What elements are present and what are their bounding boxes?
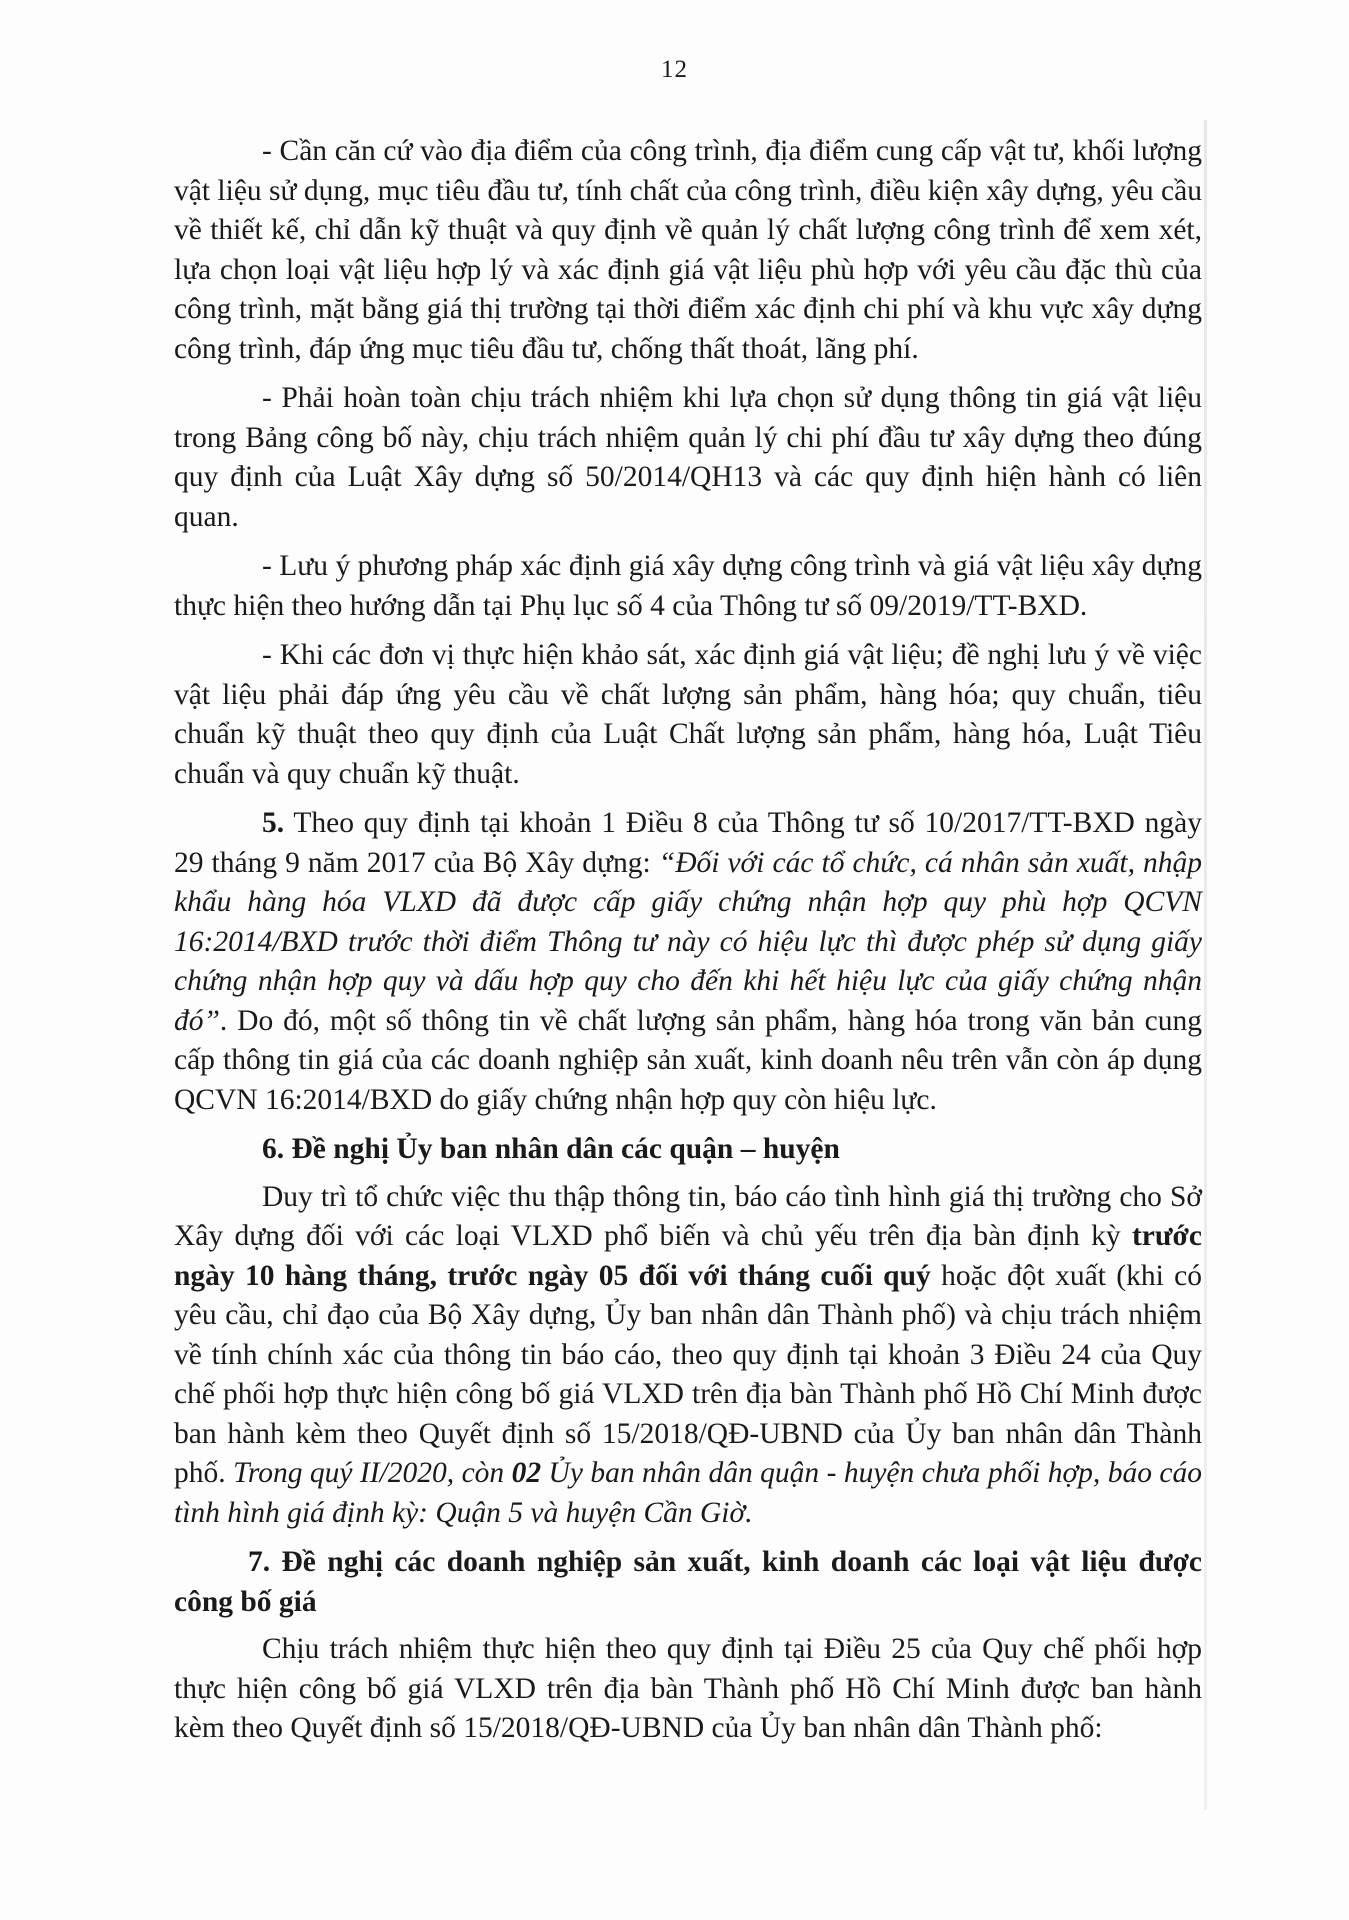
- section-6-paragraph: [174, 1178, 1202, 1534]
- bullet-paragraph-1: - Cần căn cứ vào địa điểm của công trình, địa điểm cung cấp vật tư, khối lượng vật liệu sử dụng, mục tiêu đầu tư, tính chất của công trình, điều kiện xây dựng, yêu cầu về thiết kế, chỉ dẫn kỹ thuật và quy định về quản lý chất lượng công trình để xem xét, lựa chọn loại vật liệu hợp lý và xác định giá vật liệu phù hợp với yêu cầu đặc thù của công trình, mặt bằng giá thị trường tại thời điểm xác định chi phí và khu vực xây dựng công trình, đáp ứng mục tiêu đầu tư, chống thất thoát, lãng phí.: [174, 135, 1202, 365]
- scan-edge-line: [1204, 120, 1207, 1810]
- section-6-heading: 6. Đề nghị Ủy ban nhân dân các quận – huyện: [262, 1133, 840, 1165]
- section-7-paragraph: Chịu trách nhiệm thực hiện theo quy định tại Điều 25 của Quy chế phối hợp thực hiện công bố giá VLXD trên địa bàn Thành phố Hồ Chí Minh được ban hành kèm theo Quyết định số 15/2018/QĐ-UBND của Ủy ban nhân dân Thành phố:: [174, 1633, 1202, 1744]
- section-5-quote: “Đối với các tổ chức, cá nhân sản xuất, nhập khẩu hàng hóa VLXD đã được cấp giấy chứng nhận hợp quy phù hợp QCVN 16:2014/BXD trước thời điểm Thông tư này có hiệu lực thì được phép sử dụng giấy chứng nhận hợp quy và dấu hợp quy cho đến khi hết hiệu lực của giấy chứng nhận đó”: [174, 846, 1202, 1037]
- section-5-lead: Theo quy định tại khoản 1 Điều 8 của Thông tư số 10/2017/TT-BXD ngày 29 tháng 9 năm 2017 của Bộ Xây dựng:: [174, 807, 1202, 879]
- document-body: [174, 132, 1202, 1759]
- section-6-note-2: Ủy ban nhân dân quận - huyện chưa phối hợp, báo cáo tình hình giá định kỳ: Quận 5 và huyện Cần Giờ.: [174, 1457, 1203, 1529]
- bullet-paragraph-3: - Lưu ý phương pháp xác định giá xây dựng công trình và giá vật liệu xây dựng thực hiện theo hướng dẫn tại Phụ lục số 4 của Thông tư số 09/2019/TT-BXD.: [174, 550, 1202, 622]
- section-5-tail: . Do đó, một số thông tin về chất lượng sản phẩm, hàng hóa trong văn bản cung cấp thông tin giá của các doanh nghiệp sản xuất, kinh doanh nêu trên vẫn còn áp dụng QCVN 16:2014/BXD do giấy chứng nhận hợp quy còn hiệu lực.: [174, 1004, 1202, 1116]
- section-6-note-1: Trong quý II/2020, còn: [233, 1457, 512, 1489]
- bullet-paragraph-2: - Phải hoàn toàn chịu trách nhiệm khi lựa chọn sử dụng thông tin giá vật liệu trong Bảng công bố này, chịu trách nhiệm quản lý chi phí đầu tư xây dựng theo đúng quy định của Luật Xây dựng số 50/2014/QH13 và các quy định hiện hành có liên quan.: [174, 382, 1202, 533]
- section-6-text-2: hoặc đột xuất (khi có yêu cầu, chỉ đạo của Bộ Xây dựng, Ủy ban nhân dân Thành phố) và chịu trách nhiệm về tính chính xác của thông tin báo cáo, theo quy định tại khoản 3 Điều 24 của Quy chế phối hợp thực hiện công bố giá VLXD trên địa bàn Thành phố Hồ Chí Minh được ban hành kèm theo Quyết định số 15/2018/QĐ-UBND của Ủy ban nhân dân Thành phố.: [174, 1259, 1202, 1489]
- bullet-paragraph-4: - Khi các đơn vị thực hiện khảo sát, xác định giá vật liệu; đề nghị lưu ý về việc vật liệu phải đáp ứng yêu cầu về chất lượng sản phẩm, hàng hóa; quy chuẩn, tiêu chuẩn kỹ thuật theo quy định của Luật Chất lượng sản phẩm, hàng hóa, Luật Tiêu chuẩn và quy chuẩn kỹ thuật.: [174, 639, 1202, 790]
- section-5-number: 5.: [262, 807, 285, 839]
- section-6-deadline: trước ngày 10 hàng tháng, trước ngày 05 đối với tháng cuối quý: [174, 1220, 1202, 1292]
- section-7-heading: 7. Đề nghị các doanh nghiệp sản xuất, kinh doanh các loại vật liệu được công bố giá: [174, 1546, 1202, 1618]
- section-6-count: 02: [511, 1457, 542, 1489]
- section-5-paragraph: [174, 804, 1202, 1120]
- page-number: 12: [661, 56, 688, 83]
- section-6-text-1: Duy trì tổ chức việc thu thập thông tin, báo cáo tình hình giá thị trường cho Sở Xây dựng đối với các loại VLXD phổ biến và chủ yếu trên địa bàn định kỳ: [174, 1180, 1202, 1252]
